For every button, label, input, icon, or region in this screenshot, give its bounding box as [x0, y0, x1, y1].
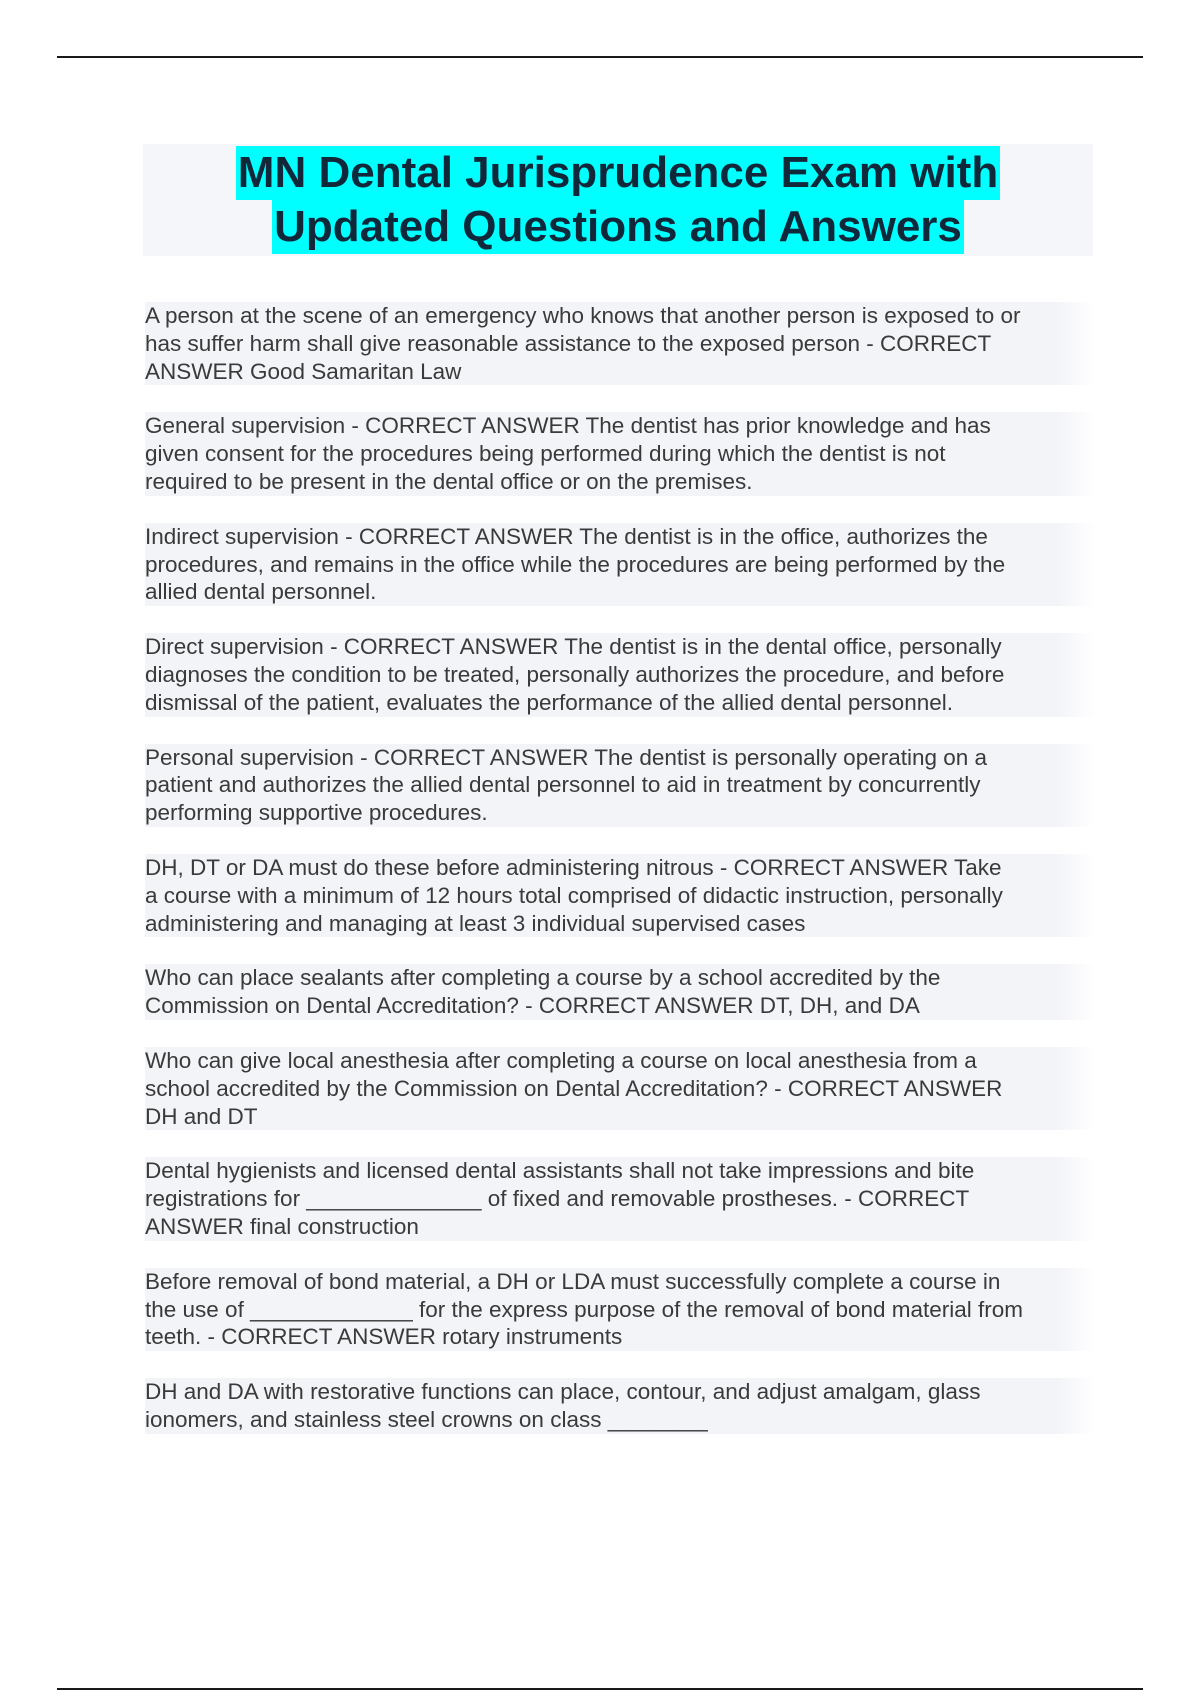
qa-item	[145, 964, 1095, 1020]
qa-line: DH and DA with restorative functions can place, contour, and adjust amalgam, glass	[145, 1379, 981, 1405]
qa-item	[145, 744, 1095, 827]
qa-line: allied dental personnel.	[145, 579, 377, 605]
qa-line: Before removal of bond material, a DH or LDA must successfully complete a course in	[145, 1268, 1001, 1294]
qa-line: performing supportive procedures.	[145, 800, 488, 826]
qa-line: procedures, and remains in the office while the procedures are being performed by the	[145, 551, 1006, 577]
qa-line: a course with a minimum of 12 hours total comprised of didactic instruction, personally	[145, 882, 1003, 908]
title-block	[143, 144, 1093, 256]
qa-line: DH, DT or DA must do these before administering nitrous - CORRECT ANSWER Take	[145, 854, 1002, 880]
qa-line: General supervision - CORRECT ANSWER The dentist has prior knowledge and has	[145, 413, 991, 439]
qa-item	[145, 1378, 1095, 1434]
qa-line: ANSWER final construction	[145, 1213, 419, 1239]
qa-line: Personal supervision - CORRECT ANSWER The dentist is personally operating on a	[145, 744, 988, 770]
qa-line: required to be present in the dental office or on the premises.	[145, 468, 753, 494]
qa-line: Who can place sealants after completing a course by a school accredited by the	[145, 965, 941, 991]
document-title-line-2: Updated Questions and Answers	[272, 200, 964, 254]
qa-line: the use of _____________ for the express purpose of the removal of bond material from	[145, 1296, 1024, 1322]
bottom-rule	[57, 1688, 1143, 1690]
qa-line: ANSWER Good Samaritan Law	[145, 358, 462, 384]
top-rule	[57, 56, 1143, 58]
qa-item	[145, 1157, 1095, 1240]
qa-line: teeth. - CORRECT ANSWER rotary instruments	[145, 1324, 623, 1350]
qa-line: dismissal of the patient, evaluates the performance of the allied dental personnel.	[145, 689, 953, 715]
qa-line: given consent for the procedures being performed during which the dentist is not	[145, 441, 946, 467]
qa-line: Direct supervision - CORRECT ANSWER The dentist is in the dental office, personally	[145, 634, 1002, 660]
qa-line: registrations for ______________ of fixed and removable prostheses. - CORRECT	[145, 1186, 970, 1212]
qa-item	[145, 1047, 1095, 1130]
qa-line: Who can give local anesthesia after completing a course on local anesthesia from a	[145, 1047, 977, 1073]
qa-line: has suffer harm shall give reasonable assistance to the exposed person - CORRECT	[145, 330, 992, 356]
qa-line: Indirect supervision - CORRECT ANSWER The dentist is in the office, authorizes the	[145, 523, 988, 549]
qa-line: patient and authorizes the allied dental personnel to aid in treatment by concurrently	[145, 772, 981, 798]
qa-list	[145, 302, 1095, 1461]
qa-line: Commission on Dental Accreditation? - CORRECT ANSWER DT, DH, and DA	[145, 993, 920, 1019]
qa-line: ionomers, and stainless steel crowns on class ________	[145, 1406, 708, 1432]
qa-item	[145, 412, 1095, 495]
qa-item	[145, 523, 1095, 606]
qa-line: A person at the scene of an emergency who knows that another person is exposed to or	[145, 303, 1021, 328]
qa-item	[145, 302, 1095, 385]
document-title-line-1: MN Dental Jurisprudence Exam with	[236, 146, 1000, 200]
qa-line: Dental hygienists and licensed dental assistants shall not take impressions and bite	[145, 1158, 975, 1184]
qa-line: administering and managing at least 3 individual supervised cases	[145, 910, 806, 936]
qa-line: school accredited by the Commission on Dental Accreditation? - CORRECT ANSWER	[145, 1075, 1003, 1101]
qa-line: DH and DT	[145, 1103, 258, 1129]
qa-item	[145, 633, 1095, 716]
qa-line: diagnoses the condition to be treated, personally authorizes the procedure, and before	[145, 661, 1005, 687]
qa-item	[145, 1268, 1095, 1351]
qa-item	[145, 854, 1095, 937]
